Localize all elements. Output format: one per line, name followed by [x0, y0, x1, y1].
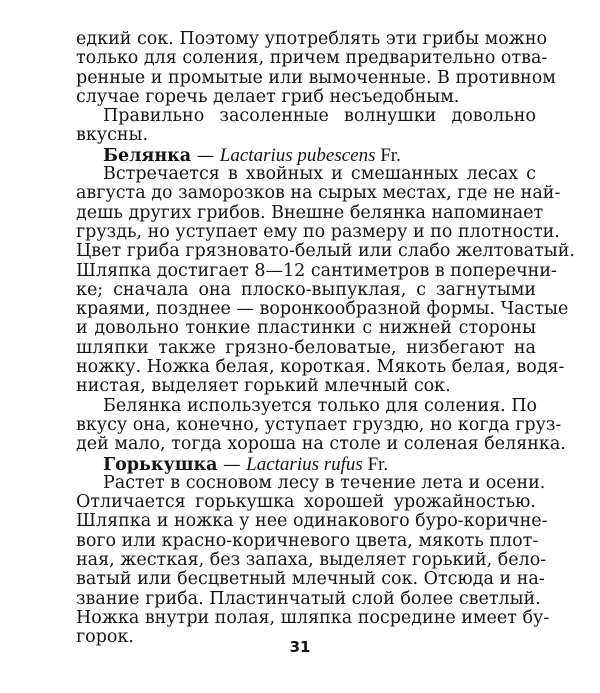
- text-line: дей мало, тогда хороша на столе и соленая белянка.: [76, 434, 566, 455]
- text-line: ке; сначала она плоско-выпуклая, с загнутыми: [76, 279, 536, 300]
- text-line: шляпки также грязно-беловатые, низбегают на: [76, 337, 536, 358]
- text-line: едкий сок. Поэтому употреблять эти грибы можно: [76, 29, 548, 49]
- mushroom-name: Горькушка: [103, 454, 218, 475]
- page-text: [76, 29, 575, 648]
- text-line: августа до заморозков на сырых местах, где не най-: [76, 183, 561, 204]
- text-line: горок.: [76, 627, 134, 648]
- latin-name: Lactarius rufus: [246, 453, 363, 475]
- page-number: 31: [289, 638, 311, 656]
- latin-name: Lactarius pubescens: [219, 144, 376, 166]
- author-abbrev: Fr.: [375, 144, 401, 166]
- text-line: Ножка внутри полая, шляпка посредине имеет бу-: [76, 607, 550, 628]
- text-line: Встречается в хвойных и смешанных лесах с: [103, 164, 536, 185]
- heading-dash: —: [191, 145, 220, 166]
- paragraph-gorkushka-description: [76, 472, 550, 648]
- paragraph-continuation: [76, 29, 556, 107]
- paragraph-belyanka-description: [76, 164, 575, 397]
- text-line: вого или красно-коричневого цвета, мякоть плот-: [76, 530, 539, 551]
- text-line: Правильно засоленные волнушки довольно: [103, 106, 536, 127]
- mushroom-name: Белянка: [103, 145, 192, 166]
- text-line: только для соления, причем предварительно отва-: [76, 48, 548, 69]
- paragraph-belyanka-usage: [76, 395, 566, 455]
- paragraph-volnushki: [76, 107, 536, 146]
- text-line: дешь других грибов. Внешне белянка напоминает: [76, 202, 544, 223]
- text-line: нистая, выделяет горький млечный сок.: [76, 376, 451, 397]
- text-line: Цвет гриба грязновато-белый или слабо желтоватый.: [76, 241, 575, 262]
- text-line: вкусу она, конечно, уступает груздю, но когда груз-: [76, 414, 562, 435]
- text-line: ная, жесткая, без запаха, выделяет горький, бело-: [76, 550, 547, 571]
- text-line: ватый или бесцветный млечный сок. Отсюда и на-: [76, 569, 545, 590]
- text-line: случае горечь делает гриб несъедобным.: [76, 86, 460, 107]
- text-line: ножку. Ножка белая, короткая. Мякоть белая, водя-: [76, 357, 565, 378]
- text-line: и довольно тонкие пластинки с нижней стороны: [76, 318, 536, 339]
- text-line: звание гриба. Пластинчатый слой более светлый.: [76, 588, 541, 609]
- text-line: груздь, но уступает ему по размеру и по плотности.: [76, 221, 560, 242]
- text-line: Отличается горькушка хорошей урожайностью.: [76, 492, 536, 513]
- section-heading-belyanka: [76, 146, 536, 165]
- text-line: Шляпка достигает 8—12 сантиметров в поперечни-: [76, 260, 557, 281]
- text-line: вкусны.: [76, 125, 149, 146]
- heading-dash: —: [217, 454, 247, 475]
- text-line: ренные и промытые или вымоченные. В противном: [76, 67, 556, 88]
- text-line: краями, позднее — воронкообразной формы. Частые: [76, 299, 569, 320]
- text-line: Белянка используется только для соления. По: [103, 395, 538, 416]
- text-line: Растет в сосновом лесу в течение лета и осени.: [103, 472, 546, 493]
- author-abbrev: Fr.: [362, 453, 389, 475]
- section-heading-gorkushka: [76, 455, 536, 474]
- text-line: Шляпка и ножка у нее одинакового буро-коричне-: [76, 511, 548, 532]
